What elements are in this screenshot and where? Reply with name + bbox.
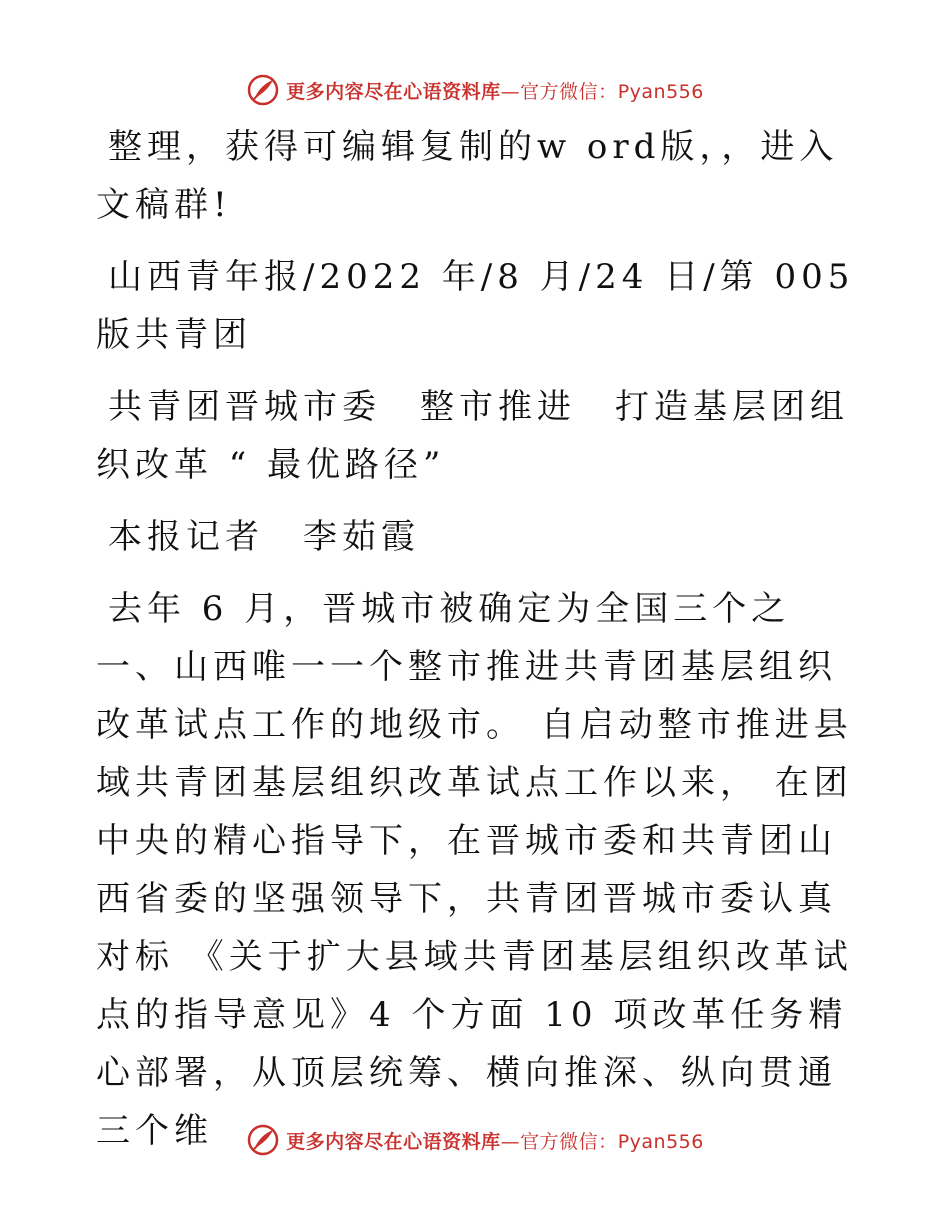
banner-brand: 更多内容尽在心语资料库	[286, 80, 501, 103]
banner-account: Pyan556	[617, 1130, 704, 1153]
banner-account: Pyan556	[617, 80, 704, 103]
banner-brand: 更多内容尽在心语资料库	[286, 1130, 501, 1153]
article-body-paragraph: 去年 6 月，晋城市被确定为全国三个之一、山西唯一一个整市推进共青团基层组织改革试点工作的地级市。 自启动整市推进县域共青团基层组织改革试点工作以来， 在团中央的精心指导下，在晋城市委和共青团山西省委的坚强领导下，共青团晋城市委认真对标 《关于扩大县域共青团基层组织改革试点的指导意见》4 个方面 10 项改革任务精心部署，从顶层统筹、横向推深、纵向贯通三个维	[96, 589, 853, 1151]
banner-label: 官方微信：	[520, 1130, 618, 1153]
banner-dash: —	[500, 80, 521, 103]
document-body	[96, 118, 856, 1174]
footer-banner-inner	[246, 1123, 704, 1157]
banner-text	[286, 77, 704, 104]
paragraph-source: 山西青年报/2022 年/8 月/24 日/第 005 版共青团	[96, 257, 855, 355]
quill-logo-icon	[246, 73, 280, 107]
footer-banner	[0, 1120, 950, 1160]
banner-text	[286, 1127, 704, 1154]
article-byline: 本报记者 李茹霞	[108, 517, 420, 557]
header-banner-inner	[246, 73, 704, 107]
quill-logo-icon	[246, 1123, 280, 1157]
header-banner	[0, 70, 950, 110]
banner-label: 官方微信：	[520, 80, 618, 103]
paragraph-intro: 整理，获得可编辑复制的w ord版，，进入文稿群!	[96, 127, 839, 225]
banner-dash: —	[500, 1130, 521, 1153]
article-title: 共青团晋城市委 整市推进 打造基层团组织改革 “ 最优路径”	[96, 387, 849, 485]
